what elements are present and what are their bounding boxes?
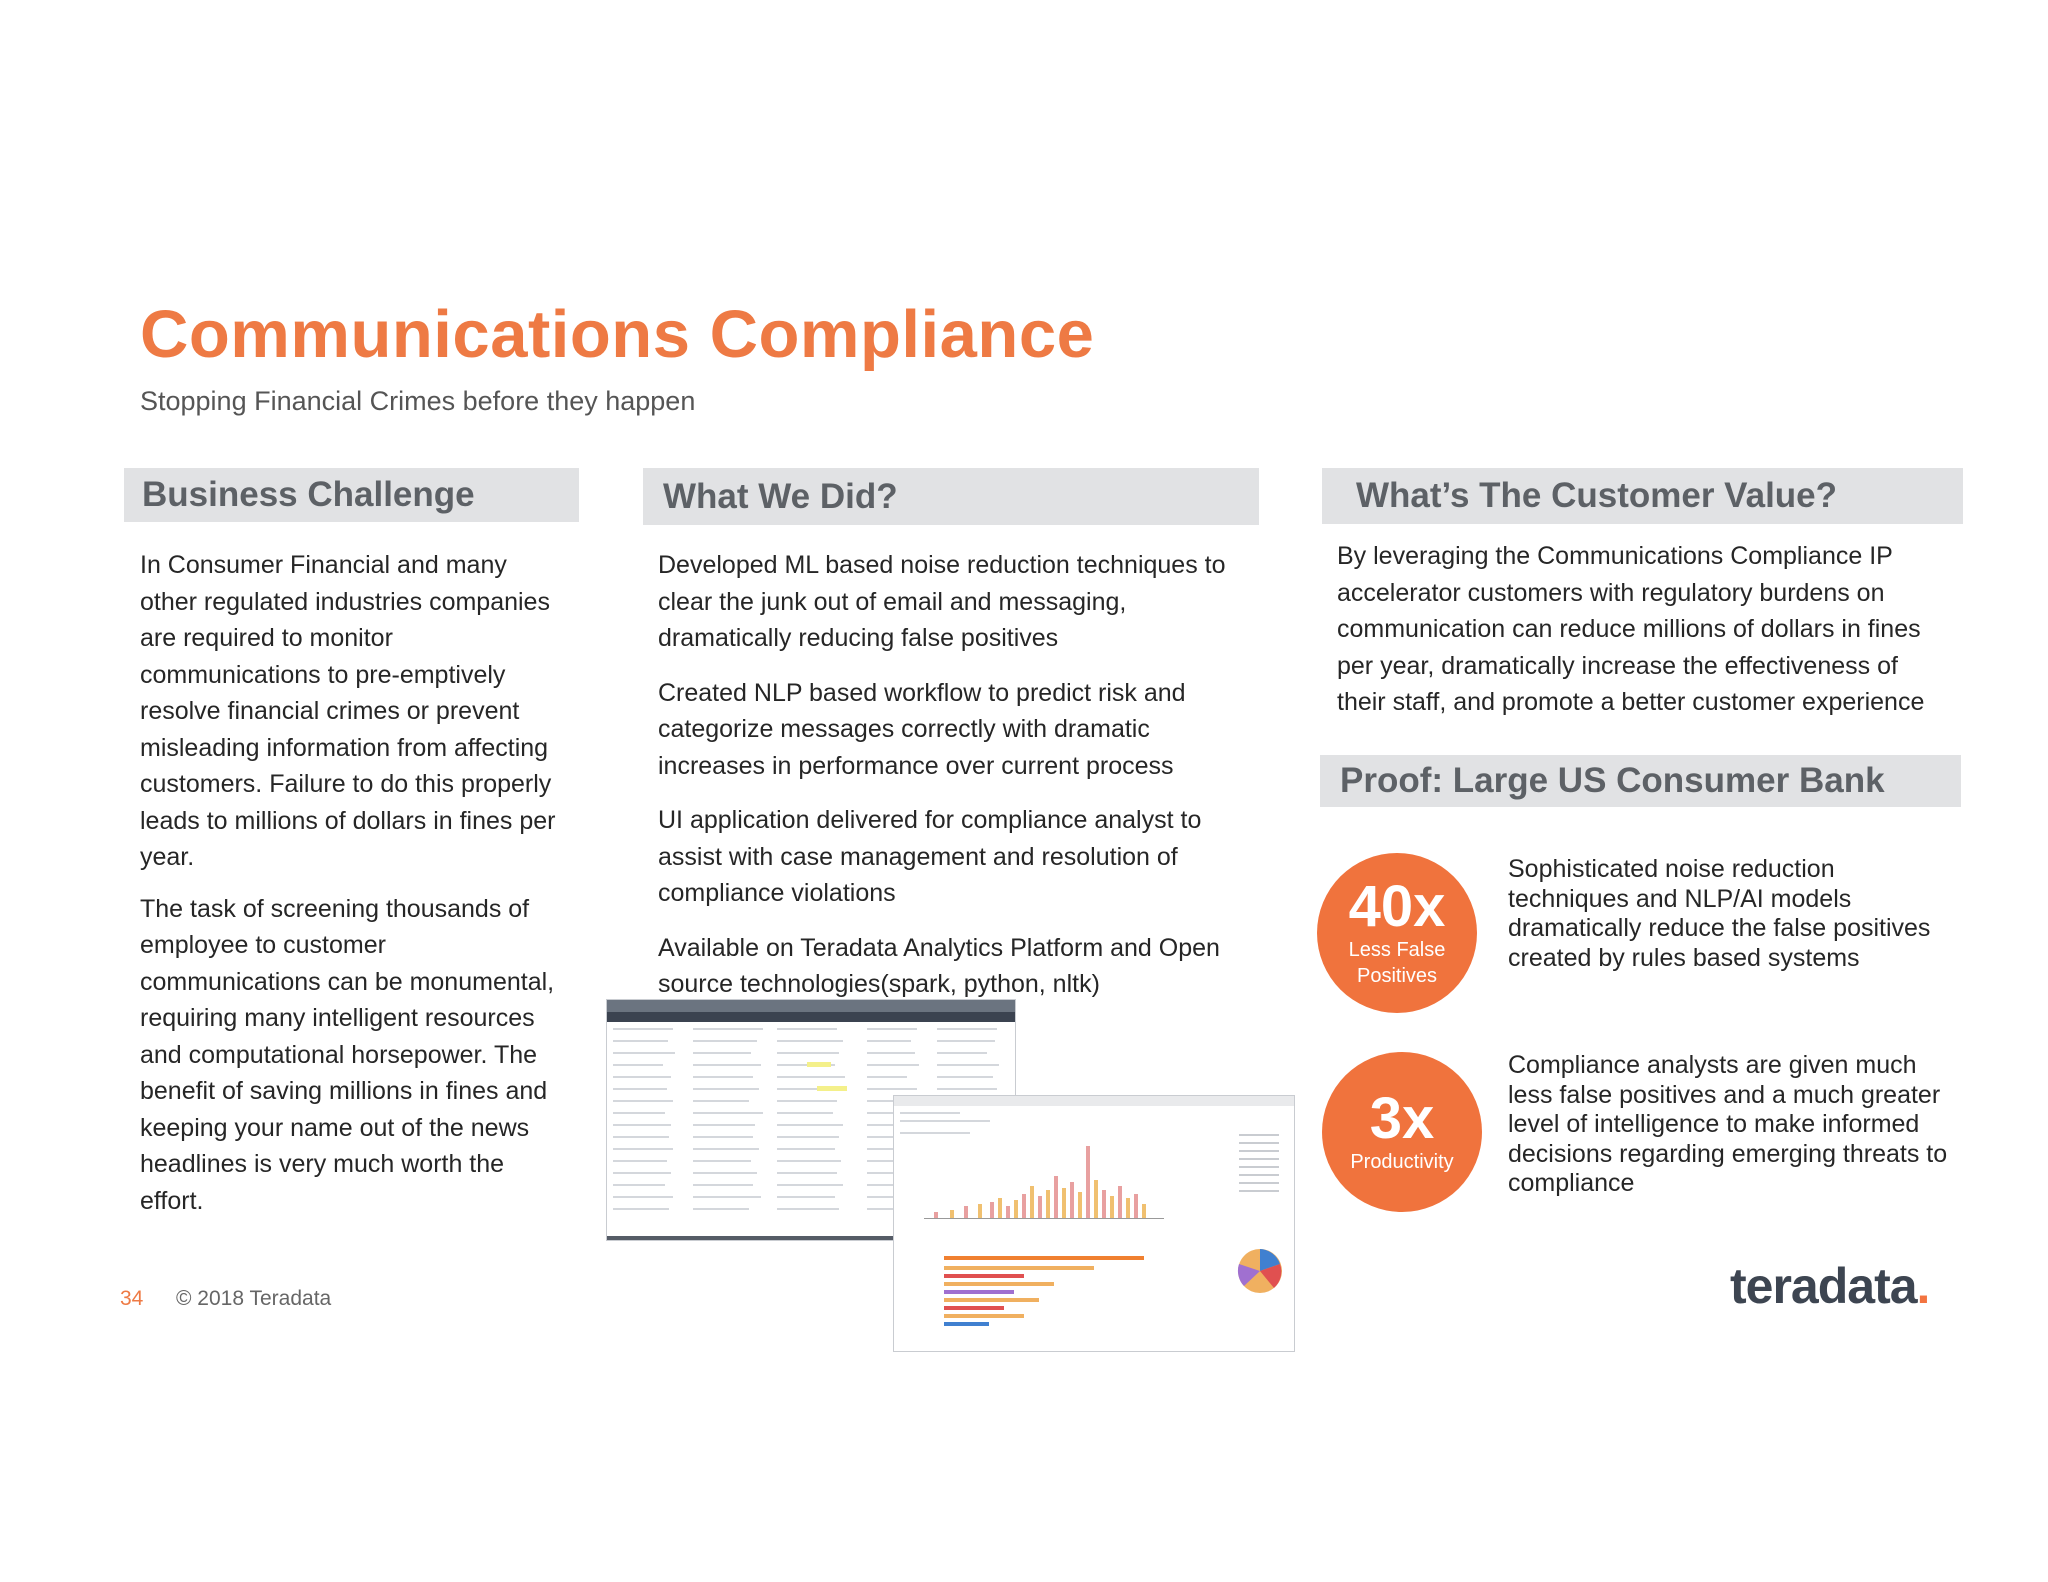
logo-text: teradata	[1730, 1258, 1917, 1314]
proof-header-label: Proof: Large US Consumer Bank	[1340, 761, 1885, 800]
customer-value-header-label: What’s The Customer Value?	[1356, 476, 1838, 515]
business-challenge-header-label: Business Challenge	[142, 475, 475, 514]
business-challenge-paragraph: In Consumer Financial and many other regulated industries companies are required to monitor communications to pre-emptively resolve financial crimes or prevent misleading information from affecting customers. Failure to do this properly leads to millions of dollars in fines per year.	[140, 551, 556, 871]
copyright: © 2018 Teradata	[176, 1287, 332, 1310]
what-we-did-paragraph: UI application delivered for compliance analyst to assist with case management and resolution of compliance violations	[658, 806, 1202, 907]
what-we-did-body	[658, 547, 1248, 1021]
business-challenge-header	[124, 468, 579, 522]
page-number: 34	[120, 1287, 144, 1310]
what-we-did-header-label: What We Did?	[663, 476, 898, 516]
screenshot-toolbar	[607, 1012, 1015, 1022]
customer-value-header	[1322, 468, 1963, 524]
proof-header	[1320, 755, 1961, 807]
stat-value: 40x	[1348, 873, 1446, 939]
stat-caption: Less False Positives	[1348, 939, 1446, 988]
stat-description: Sophisticated noise reduction techniques and NLP/AI models dramatically reduce the false positives created by rules based systems	[1508, 855, 1931, 972]
screenshot-charts	[894, 1106, 1294, 1351]
business-challenge-paragraph: The task of screening thousands of employee to customer communications can be monumental, requiring many intelligent resources and computational horsepower. The benefit of saving millions in fines and keeping your name out of the news headlines is very much worth the effort.	[140, 894, 555, 1215]
page-subtitle: Stopping Financial Crimes before they happen	[140, 386, 696, 416]
page-title: Communications Compliance	[140, 297, 1095, 372]
app-screenshot-chart	[893, 1095, 1295, 1352]
screenshot-titlebar	[607, 1000, 1015, 1012]
stat-value: 3x	[1369, 1085, 1435, 1151]
stat-badge	[1317, 853, 1477, 1013]
stat-badge	[1322, 1052, 1482, 1212]
customer-value-text: By leveraging the Communications Compliance IP accelerator customers with regulatory burdens on communication can reduce millions of dollars in fines per year, dramatically increase the effectiveness of their staff, and promote a better customer experience	[1337, 542, 1925, 716]
teradata-logo	[1730, 1257, 1929, 1315]
screenshot-chart-titlebar	[894, 1096, 1294, 1106]
what-we-did-header	[643, 468, 1259, 525]
logo-dot: .	[1916, 1258, 1930, 1314]
what-we-did-paragraph: Available on Teradata Analytics Platform and Open source technologies(spark, python, nltk)	[658, 933, 1220, 998]
what-we-did-paragraph: Developed ML based noise reduction techniques to clear the junk out of email and messaging, dramatically reducing false positives	[658, 551, 1226, 652]
stat-description: Compliance analysts are given much less false positives and a much greater level of intelligence to make informed decisions regarding emerging threats to compliance	[1508, 1051, 1948, 1197]
customer-value-body	[1337, 538, 1947, 721]
stat-caption: Productivity	[1350, 1151, 1454, 1174]
business-challenge-body	[140, 547, 570, 1219]
what-we-did-paragraph: Created NLP based workflow to predict risk and categorize messages correctly with dramatic increases in performance over current process	[658, 678, 1186, 780]
